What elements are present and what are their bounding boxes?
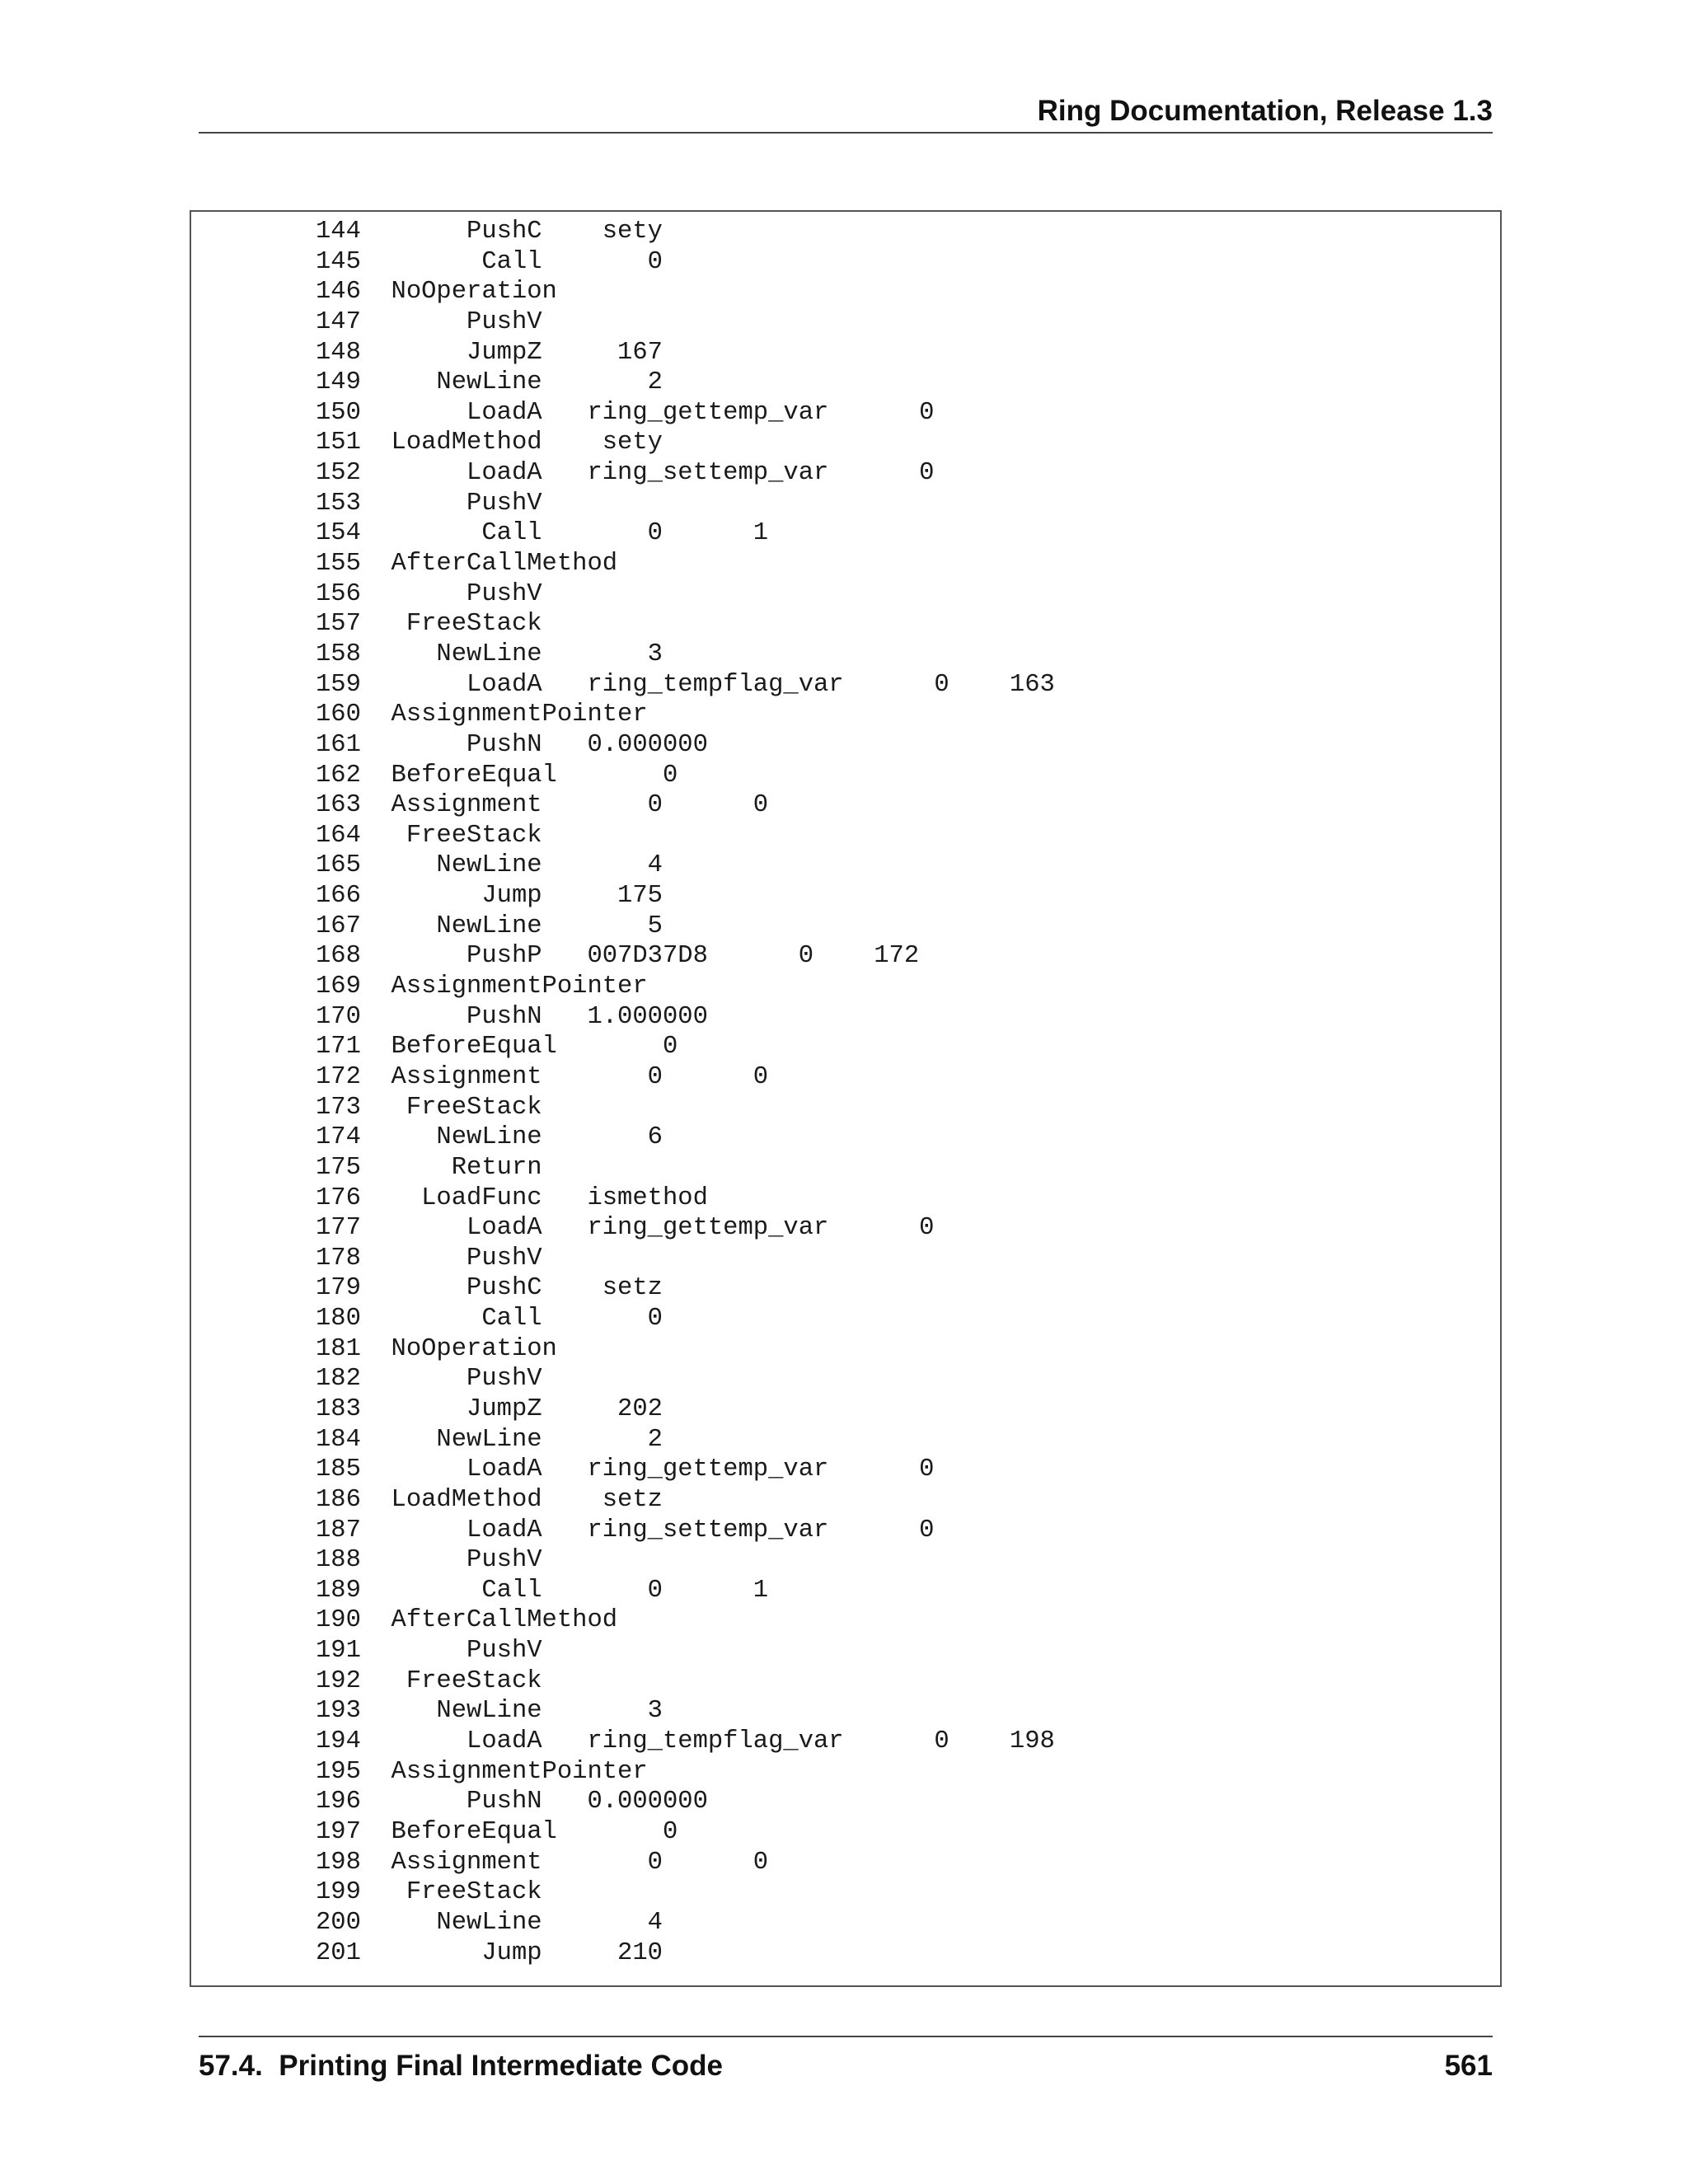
code-line: 152 LoadA ring_settemp_var 0 [316, 459, 935, 488]
code-line: 179 PushC setz [316, 1274, 663, 1303]
code-line: 148 JumpZ 167 [316, 338, 663, 367]
code-line: 160 AssignmentPointer [316, 701, 648, 729]
code-line: 183 JumpZ 202 [316, 1394, 663, 1423]
code-line: 153 PushV [316, 489, 542, 518]
code-line: 185 LoadA ring_gettemp_var 0 [316, 1455, 935, 1484]
code-line: 144 PushC sety [316, 218, 663, 246]
code-line: 186 LoadMethod setz [316, 1485, 663, 1514]
code-line: 146 NoOperation [316, 278, 557, 307]
code-line: 165 NewLine 4 [316, 851, 663, 880]
code-line: 158 NewLine 3 [316, 640, 663, 668]
code-line: 151 LoadMethod sety [316, 429, 663, 457]
code-line: 201 Jump 210 [316, 1938, 663, 1967]
page-header [199, 91, 1493, 134]
code-line: 190 AfterCallMethod [316, 1606, 618, 1635]
code-line: 194 LoadA ring_tempflag_var 0 198 [316, 1727, 1055, 1756]
code-line: 155 AfterCallMethod [316, 550, 618, 579]
code-line: 166 Jump 175 [316, 882, 663, 911]
code-line: 150 LoadA ring_gettemp_var 0 [316, 398, 935, 427]
page-footer [199, 2036, 1493, 2087]
code-line: 188 PushV [316, 1546, 542, 1575]
code-line: 172 Assignment 0 0 [316, 1062, 769, 1091]
code-line: 177 LoadA ring_gettemp_var 0 [316, 1214, 935, 1243]
code-line: 187 LoadA ring_settemp_var 0 [316, 1516, 935, 1544]
code-line: 184 NewLine 2 [316, 1425, 663, 1454]
code-listing [316, 217, 1055, 1968]
code-line: 200 NewLine 4 [316, 1908, 663, 1937]
code-line: 178 PushV [316, 1244, 542, 1272]
code-line: 156 PushV [316, 579, 542, 608]
code-line: 157 FreeStack [316, 610, 542, 639]
code-line: 170 PushN 1.000000 [316, 1002, 708, 1031]
code-line: 180 Call 0 [316, 1305, 663, 1333]
code-line: 171 BeforeEqual 0 [316, 1033, 678, 1062]
code-line: 159 LoadA ring_tempflag_var 0 163 [316, 670, 1055, 699]
code-line: 176 LoadFunc ismethod [316, 1183, 708, 1212]
code-line: 197 BeforeEqual 0 [316, 1817, 678, 1846]
code-line: 162 BeforeEqual 0 [316, 761, 678, 790]
code-line: 163 Assignment 0 0 [316, 791, 769, 820]
code-line: 191 PushV [316, 1637, 542, 1666]
code-line: 168 PushP 007D37D8 0 172 [316, 942, 920, 971]
code-line: 173 FreeStack [316, 1093, 542, 1122]
code-line: 181 NoOperation [316, 1334, 557, 1363]
code-line: 145 Call 0 [316, 247, 663, 276]
code-line: 175 Return [316, 1153, 542, 1182]
code-line: 164 FreeStack [316, 821, 542, 850]
code-line: 161 PushN 0.000000 [316, 730, 708, 759]
code-line: 189 Call 0 1 [316, 1576, 769, 1605]
code-line: 167 NewLine 5 [316, 912, 663, 940]
code-line: 195 AssignmentPointer [316, 1757, 648, 1786]
code-line: 192 FreeStack [316, 1666, 542, 1695]
code-line: 182 PushV [316, 1365, 542, 1394]
code-line: 169 AssignmentPointer [316, 972, 648, 1001]
code-line: 199 FreeStack [316, 1878, 542, 1907]
code-line: 196 PushN 0.000000 [316, 1788, 708, 1816]
code-line: 147 PushV [316, 307, 542, 336]
document-title: Ring Documentation, Release 1.3 [1037, 95, 1493, 127]
page-number: 561 [1444, 2050, 1493, 2082]
code-line: 198 Assignment 0 0 [316, 1848, 769, 1877]
code-line: 149 NewLine 2 [316, 368, 663, 397]
code-listing-box [190, 210, 1502, 1987]
code-line: 174 NewLine 6 [316, 1123, 663, 1152]
section-title: 57.4. Printing Final Intermediate Code [199, 2050, 723, 2082]
code-line: 154 Call 0 1 [316, 519, 769, 548]
code-line: 193 NewLine 3 [316, 1697, 663, 1726]
